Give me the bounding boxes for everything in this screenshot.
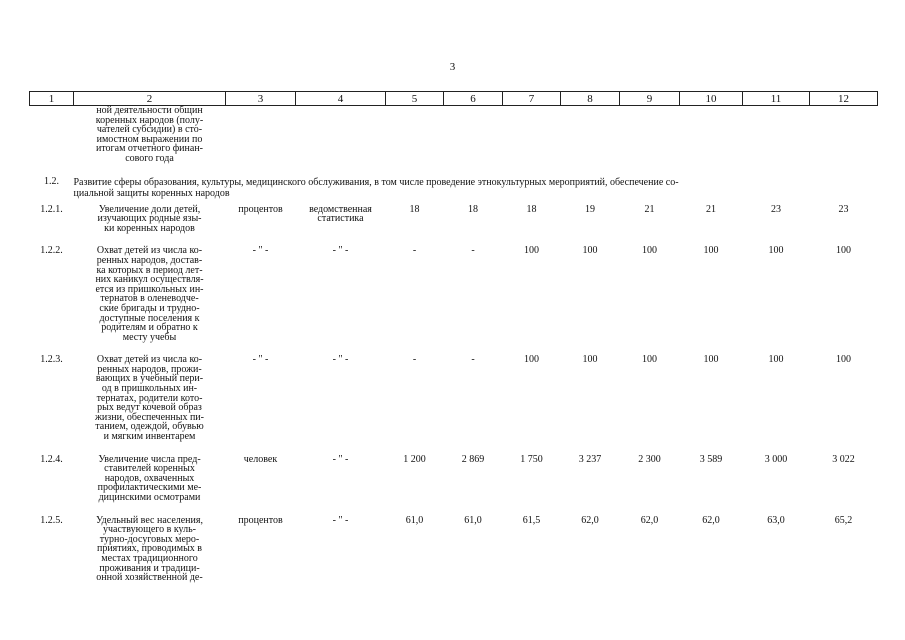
source-cell: - " - — [332, 453, 349, 465]
table-row — [30, 342, 878, 441]
value-cell: 3 237 — [578, 453, 602, 465]
value-cell: 18 — [409, 203, 420, 215]
column-header: 4 — [296, 92, 386, 106]
column-header: 10 — [680, 92, 743, 106]
value-cell: 100 — [582, 354, 598, 366]
value-cell: 3 589 — [699, 453, 723, 465]
indicator-text: Удельный вес населения, участвующего в куль- турно-досуговых меро- приятиях, проводимых в местах традиционного проживания и традици- онной хозяйственной де- — [96, 514, 203, 584]
row-number: 1.2.1. — [40, 203, 63, 215]
value-cell: 100 — [703, 354, 719, 366]
value-cell: 1 200 — [403, 453, 426, 465]
column-header: 2 — [74, 92, 226, 106]
row-number: 1.2.2. — [40, 245, 63, 257]
value-cell: 23 — [838, 203, 849, 215]
table-row — [30, 233, 878, 342]
unit-cell: процентов — [238, 514, 283, 526]
section-title: Развитие сферы образования, культуры, медицинского обслуживания, в том числе проведение этнокультурных мероприятий, обеспечение со- циальной защиты коренных народов — [73, 176, 679, 199]
indicator-text: Увеличение числа пред- ставителей коренных народов, охваченных профилактическими ме- дицинскими осмотрами — [97, 453, 202, 503]
value-cell: - — [471, 354, 475, 366]
source-cell: ведомственная статистика — [309, 203, 372, 225]
value-cell: 62,0 — [581, 514, 599, 526]
value-cell: 65,2 — [834, 514, 853, 526]
value-cell: 63,0 — [767, 514, 785, 526]
indicator-text: Охват детей из числа ко- ренных народов, достав- ка которых в период лет- них каникул осуществля- ется из пришкольных ин- тернатов в оленеводче- ские бригады и трудно- доступные поселения к родителям и обратно к месту учебы — [95, 245, 204, 343]
unit-cell: человек — [243, 453, 278, 465]
value-cell: 61,5 — [522, 514, 541, 526]
value-cell: 2 869 — [461, 453, 485, 465]
value-cell: 100 — [642, 354, 657, 366]
value-cell: 19 — [585, 203, 595, 215]
value-cell: 100 — [836, 354, 851, 366]
indicators-table — [29, 91, 878, 583]
column-header: 1 — [30, 92, 74, 106]
value-cell: 21 — [706, 203, 716, 215]
value-cell: 100 — [582, 245, 598, 257]
value-cell: 100 — [703, 245, 719, 257]
continuation-row — [30, 106, 878, 164]
value-cell: 100 — [836, 245, 851, 257]
source-cell: - " - — [332, 514, 349, 526]
row-number: 1.2.5. — [40, 514, 63, 526]
value-cell: - — [412, 245, 417, 257]
column-number-header — [30, 92, 878, 106]
column-header: 8 — [561, 92, 620, 106]
value-cell: 100 — [768, 245, 784, 257]
value-cell: 3 000 — [764, 453, 788, 465]
column-header: 5 — [386, 92, 444, 106]
table-row — [30, 199, 878, 234]
source-cell: - " - — [332, 354, 349, 366]
value-cell: 23 — [771, 203, 781, 215]
page-number: 3 — [449, 61, 456, 73]
value-cell: 62,0 — [640, 514, 659, 526]
column-header: 11 — [743, 92, 810, 106]
value-cell: 100 — [524, 245, 539, 257]
column-header: 7 — [503, 92, 561, 106]
table-row — [30, 442, 878, 503]
value-cell: 1 750 — [520, 453, 543, 465]
value-cell: 100 — [768, 354, 784, 366]
value-cell: 62,0 — [702, 514, 720, 526]
value-cell: 3 022 — [832, 453, 855, 465]
column-header: 6 — [444, 92, 503, 106]
unit-cell: процентов — [238, 203, 283, 215]
section-number: 1.2. — [44, 175, 59, 187]
value-cell: 18 — [526, 203, 537, 215]
value-cell: - — [412, 354, 417, 366]
column-header: 12 — [810, 92, 878, 106]
indicator-text: Охват детей из числа ко- ренных народов, прожи- вающих в учебный пери- од в пришкольных ин- тернатах, родители кото- рых ведут кочевой образ жизни, обеспеченных пи- танием, одеждой, обувью и мягким инвентарем — [95, 354, 204, 443]
section-row — [30, 164, 878, 199]
value-cell: 100 — [642, 245, 657, 257]
value-cell: 18 — [468, 203, 478, 215]
table-row — [30, 503, 878, 583]
value-cell: 100 — [524, 354, 539, 366]
column-header: 3 — [226, 92, 296, 106]
row-number: 1.2.4. — [40, 453, 63, 465]
indicator-text: Увеличение доли детей, изучающих родные язы- ки коренных народов — [97, 203, 202, 234]
value-cell: 2 300 — [638, 453, 661, 465]
unit-cell: - " - — [252, 354, 269, 366]
value-cell: 61,0 — [464, 514, 482, 526]
row-number: 1.2.3. — [40, 354, 63, 366]
value-cell: 21 — [644, 203, 655, 215]
indicator-text: ной деятельности общин коренных народов (полу- чателей субсидии) в сто- имостном выражении по итогам отчетного финан- сового года — [95, 105, 204, 164]
value-cell: - — [471, 245, 475, 257]
source-cell: - " - — [332, 245, 349, 257]
unit-cell: - " - — [252, 245, 269, 257]
value-cell: 61,0 — [405, 514, 424, 526]
column-header: 9 — [620, 92, 680, 106]
